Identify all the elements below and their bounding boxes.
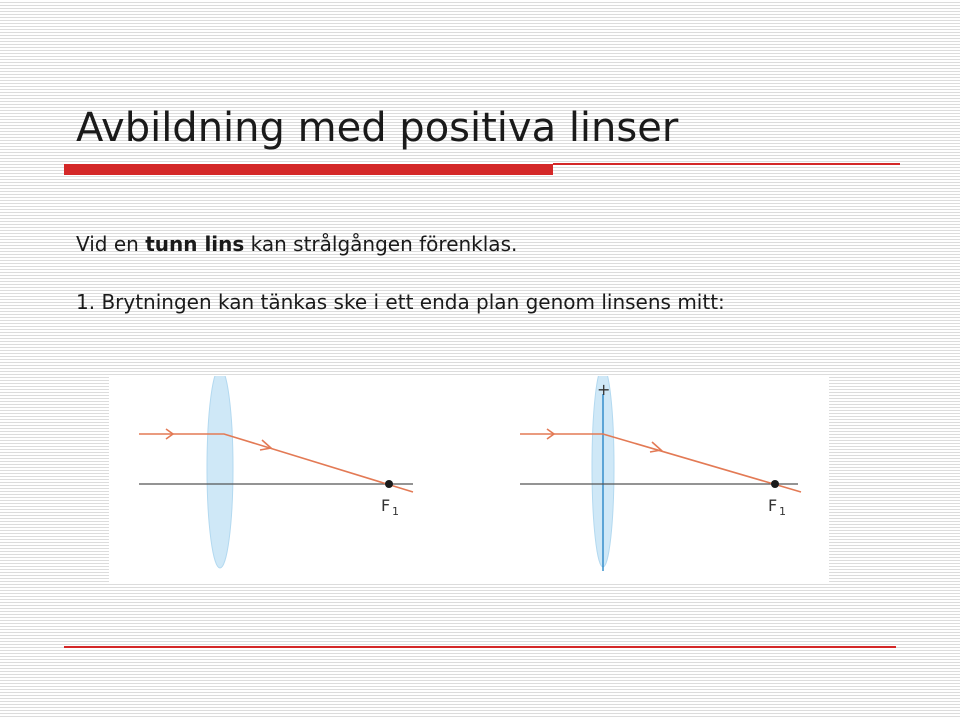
right-panel (520, 376, 801, 571)
right-ray-arrow-refracted (650, 442, 661, 452)
intro-text-after: kan strålgången förenklas. (244, 232, 518, 256)
left-lens (207, 376, 233, 568)
right-focal-subscript: 1 (779, 505, 786, 518)
title-underline-thick (64, 164, 553, 175)
right-light-ray (520, 434, 801, 492)
left-focal-subscript: 1 (392, 505, 399, 518)
left-panel (139, 376, 413, 568)
intro-text (76, 232, 517, 256)
lens-ray-diagram-svg (109, 376, 829, 582)
left-light-ray (139, 434, 413, 492)
title-underline-thin (553, 163, 900, 165)
left-focal-point (385, 480, 393, 488)
right-focal-point (771, 480, 779, 488)
intro-text-before: Vid en (76, 232, 146, 256)
left-focal-label: F (381, 496, 391, 515)
right-positive-lens-symbol: + (597, 380, 611, 399)
lens-ray-diagram (109, 376, 829, 582)
right-focal-label: F (768, 496, 778, 515)
step-1-text: 1. Brytningen kan tänkas ske i ett enda plan genom linsens mitt: (76, 290, 725, 314)
footer-rule (64, 646, 896, 648)
intro-text-emphasis: tunn lins (145, 232, 245, 256)
slide-title: Avbildning med positiva linser (76, 105, 679, 151)
